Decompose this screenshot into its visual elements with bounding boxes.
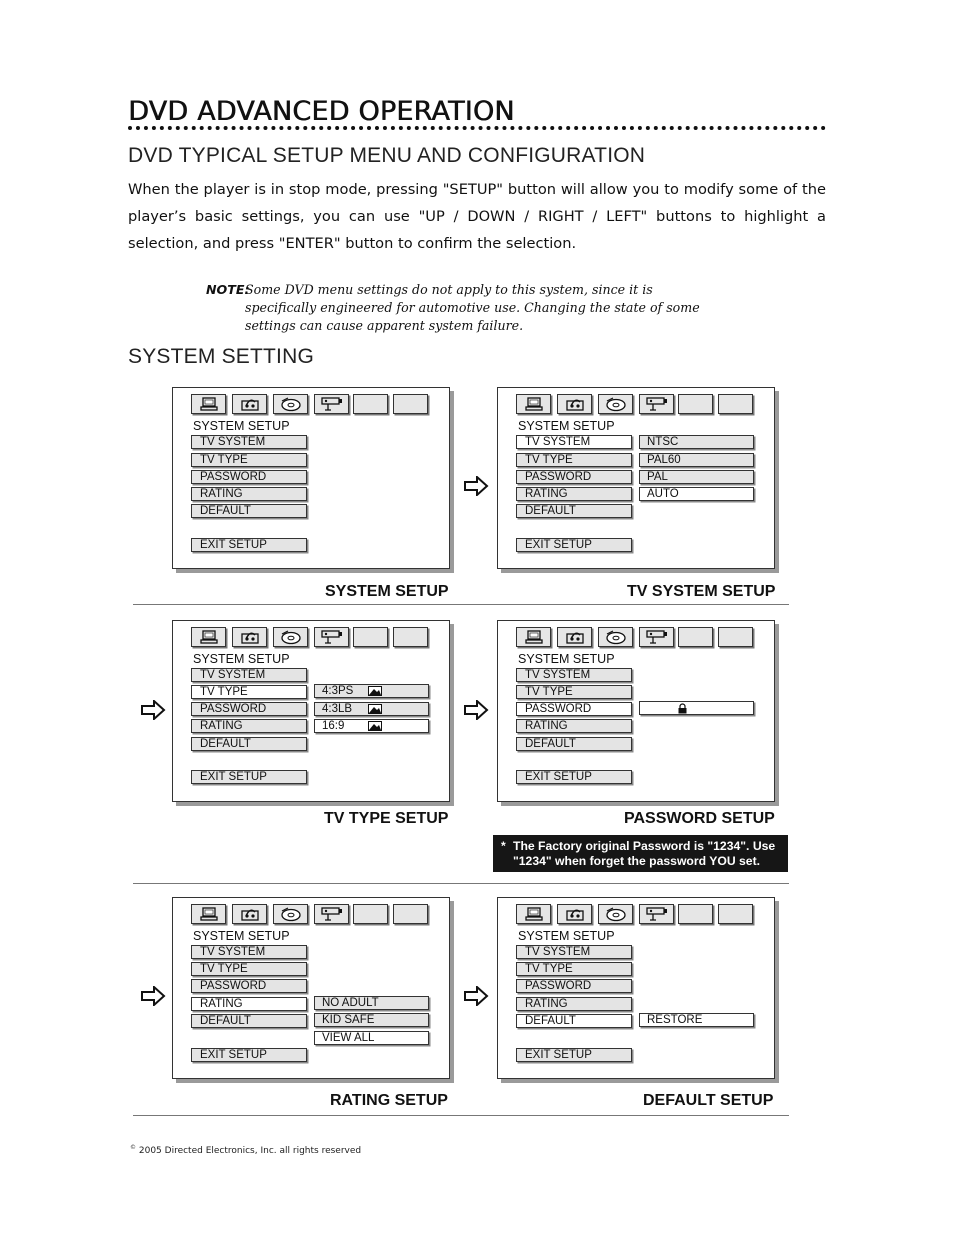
menu-item-tv-type[interactable]: TV TYPE: [516, 962, 632, 976]
monitor-icon: [522, 906, 546, 922]
caption-rating-setup: RATING SETUP: [330, 1092, 448, 1109]
menu-item-exit-setup[interactable]: EXIT SETUP: [191, 538, 307, 552]
menu-item-password[interactable]: PASSWORD: [516, 702, 632, 716]
menu-item-default[interactable]: DEFAULT: [191, 737, 307, 751]
caption-password-setup: PASSWORD SETUP: [624, 810, 775, 827]
menu-tab-blank[interactable]: [353, 394, 388, 414]
divider: [133, 1115, 789, 1116]
video-icon: [320, 396, 344, 412]
disc-icon: [604, 629, 628, 645]
menu-tab-blank[interactable]: [678, 394, 713, 414]
menu-tab-video[interactable]: [314, 904, 349, 924]
menu-tab-audio[interactable]: [232, 394, 267, 414]
option-label: 4:3LB: [322, 703, 353, 715]
caption-default-setup: DEFAULT SETUP: [643, 1092, 774, 1109]
menu-tab-disc[interactable]: [273, 627, 308, 647]
panel-default-setup: [497, 897, 775, 1079]
intro-paragraph: When the player is in stop mode, pressing "SETUP" button will allow you to modify some of the player’s basic settings, you can use "UP / DOWN / RIGHT / LEFT" buttons to highlight a selection, and press "ENTER" button to confirm the selection.: [128, 181, 826, 252]
option-4-3lb[interactable]: [314, 702, 429, 716]
aspect-image-icon: [368, 721, 382, 731]
menu-item-tv-type[interactable]: TV TYPE: [191, 962, 307, 976]
option-no-adult[interactable]: NO ADULT: [314, 996, 429, 1010]
disc-icon: [279, 396, 303, 412]
dotted-divider: [128, 126, 826, 130]
aspect-image-icon: [368, 686, 382, 696]
page-title: DVD ADVANCED OPERATION: [128, 96, 515, 127]
menu-item-password[interactable]: PASSWORD: [191, 979, 307, 993]
menu-tab-monitor[interactable]: [191, 904, 226, 924]
password-note-text: The Factory original Password is "1234". Use "1234" when forget the password YOU set.: [513, 839, 776, 868]
panel-heading: SYSTEM SETUP: [518, 419, 615, 433]
menu-item-password[interactable]: PASSWORD: [191, 702, 307, 716]
menu-item-password[interactable]: PASSWORD: [191, 470, 307, 484]
video-icon: [645, 396, 669, 412]
audio-icon: [238, 396, 262, 412]
option-restore[interactable]: RESTORE: [639, 1013, 754, 1027]
arrow-right-icon: [140, 986, 166, 1006]
menu-tab-blank[interactable]: [718, 627, 753, 647]
menu-item-tv-system[interactable]: TV SYSTEM: [191, 668, 307, 682]
option-pal60[interactable]: PAL60: [639, 453, 754, 467]
menu-tab-blank[interactable]: [393, 394, 428, 414]
menu-item-rating[interactable]: RATING: [191, 997, 307, 1011]
menu-tab-video[interactable]: [639, 627, 674, 647]
menu-item-rating[interactable]: RATING: [191, 719, 307, 733]
menu-tab-blank[interactable]: [678, 627, 713, 647]
video-icon: [320, 629, 344, 645]
menu-tab-monitor[interactable]: [516, 904, 551, 924]
menu-item-exit-setup[interactable]: EXIT SETUP: [516, 1048, 632, 1062]
copyright-symbol: ©: [130, 1144, 136, 1151]
panel-password-setup: [497, 620, 775, 802]
option-label: 16:9: [322, 720, 345, 732]
note-block: [206, 281, 711, 335]
panel-heading: SYSTEM SETUP: [193, 652, 290, 666]
menu-tab-audio[interactable]: [557, 394, 592, 414]
monitor-icon: [197, 396, 221, 412]
panel-tv-type-setup: [172, 620, 450, 802]
option-view-all[interactable]: VIEW ALL: [314, 1031, 429, 1045]
lock-icon: [677, 703, 688, 714]
menu-tab-monitor[interactable]: [516, 627, 551, 647]
menu-tab-video[interactable]: [639, 394, 674, 414]
menu-tab-monitor[interactable]: [516, 394, 551, 414]
menu-item-exit-setup[interactable]: EXIT SETUP: [191, 770, 307, 784]
menu-item-tv-type[interactable]: TV TYPE: [191, 453, 307, 467]
caption-tv-type-setup: TV TYPE SETUP: [324, 810, 449, 827]
option-auto[interactable]: AUTO: [639, 487, 754, 501]
menu-item-rating[interactable]: RATING: [516, 719, 632, 733]
menu-item-password[interactable]: PASSWORD: [516, 470, 632, 484]
arrow-right-icon: [463, 700, 489, 720]
disc-icon: [604, 906, 628, 922]
option-4-3ps[interactable]: [314, 684, 429, 698]
audio-icon: [563, 396, 587, 412]
arrow-right-icon: [140, 700, 166, 720]
note-text: Some DVD menu settings do not apply to this system, since it is specifically engineered for automotive use. Changing the state of some settings can cause apparent system failure.: [245, 282, 700, 333]
section-title-system-setting: SYSTEM SETTING: [128, 345, 314, 368]
menu-tab-monitor[interactable]: [191, 627, 226, 647]
menu-tab-audio[interactable]: [557, 904, 592, 924]
menu-item-tv-system[interactable]: TV SYSTEM: [516, 945, 632, 959]
disc-icon: [279, 629, 303, 645]
audio-icon: [563, 906, 587, 922]
menu-item-exit-setup[interactable]: EXIT SETUP: [516, 538, 632, 552]
menu-item-password[interactable]: PASSWORD: [516, 979, 632, 993]
copyright-footer: [130, 1144, 361, 1156]
menu-tab-disc[interactable]: [273, 394, 308, 414]
menu-item-default[interactable]: DEFAULT: [516, 1014, 632, 1028]
divider: [133, 883, 789, 884]
caption-system-setup: SYSTEM SETUP: [325, 583, 449, 600]
menu-tab-blank[interactable]: [353, 627, 388, 647]
option-16-9[interactable]: [314, 719, 429, 733]
monitor-icon: [197, 906, 221, 922]
menu-item-tv-type[interactable]: TV TYPE: [516, 685, 632, 699]
disc-icon: [279, 906, 303, 922]
menu-tab-video[interactable]: [639, 904, 674, 924]
menu-item-default[interactable]: DEFAULT: [191, 1014, 307, 1028]
menu-item-tv-system[interactable]: TV SYSTEM: [516, 435, 632, 449]
audio-icon: [238, 906, 262, 922]
menu-tab-video[interactable]: [314, 627, 349, 647]
menu-item-rating[interactable]: RATING: [516, 487, 632, 501]
menu-tab-blank[interactable]: [393, 627, 428, 647]
menu-item-exit-setup[interactable]: EXIT SETUP: [191, 1048, 307, 1062]
password-note: [493, 835, 788, 872]
copyright-text: 2005 Directed Electronics, Inc. all rights reserved: [138, 1146, 362, 1156]
divider: [133, 604, 789, 605]
arrow-right-icon: [463, 986, 489, 1006]
menu-tab-blank[interactable]: [678, 904, 713, 924]
menu-tab-blank[interactable]: [393, 904, 428, 924]
monitor-icon: [522, 629, 546, 645]
menu-tab-monitor[interactable]: [191, 394, 226, 414]
video-icon: [645, 906, 669, 922]
menu-item-tv-type[interactable]: TV TYPE: [191, 685, 307, 699]
menu-item-tv-type[interactable]: TV TYPE: [516, 453, 632, 467]
audio-icon: [563, 629, 587, 645]
menu-item-tv-system[interactable]: TV SYSTEM: [191, 945, 307, 959]
menu-item-rating[interactable]: RATING: [516, 997, 632, 1011]
menu-tab-disc[interactable]: [598, 627, 633, 647]
caption-tv-system-setup: TV SYSTEM SETUP: [627, 583, 776, 600]
video-icon: [645, 629, 669, 645]
panel-tv-system-setup: [497, 387, 775, 569]
menu-tab-disc[interactable]: [273, 904, 308, 924]
password-input[interactable]: [639, 701, 754, 715]
panel-heading: SYSTEM SETUP: [193, 929, 290, 943]
video-icon: [320, 906, 344, 922]
audio-icon: [238, 629, 262, 645]
panel-rating-setup: [172, 897, 450, 1079]
menu-tab-blank[interactable]: [718, 394, 753, 414]
menu-item-tv-system[interactable]: TV SYSTEM: [191, 435, 307, 449]
note-asterisk: *: [501, 839, 506, 853]
menu-tab-blank[interactable]: [718, 904, 753, 924]
menu-tab-disc[interactable]: [598, 394, 633, 414]
panel-heading: SYSTEM SETUP: [518, 652, 615, 666]
menu-item-tv-system[interactable]: TV SYSTEM: [516, 668, 632, 682]
menu-item-default[interactable]: DEFAULT: [516, 737, 632, 751]
menu-tab-audio[interactable]: [232, 627, 267, 647]
panel-system-setup: [172, 387, 450, 569]
section-title-setup-menu: DVD TYPICAL SETUP MENU AND CONFIGURATION: [128, 144, 646, 167]
menu-item-default[interactable]: DEFAULT: [516, 504, 632, 518]
monitor-icon: [197, 629, 221, 645]
note-label: NOTE:: [206, 282, 250, 297]
option-ntsc[interactable]: NTSC: [639, 435, 754, 449]
menu-item-default[interactable]: DEFAULT: [191, 504, 307, 518]
menu-tab-audio[interactable]: [232, 904, 267, 924]
menu-tab-disc[interactable]: [598, 904, 633, 924]
arrow-right-icon: [463, 476, 489, 496]
menu-tab-audio[interactable]: [557, 627, 592, 647]
menu-item-exit-setup[interactable]: EXIT SETUP: [516, 770, 632, 784]
menu-item-rating[interactable]: RATING: [191, 487, 307, 501]
menu-tab-blank[interactable]: [353, 904, 388, 924]
panel-heading: SYSTEM SETUP: [193, 419, 290, 433]
panel-heading: SYSTEM SETUP: [518, 929, 615, 943]
monitor-icon: [522, 396, 546, 412]
disc-icon: [604, 396, 628, 412]
menu-tab-video[interactable]: [314, 394, 349, 414]
option-label: 4:3PS: [322, 685, 354, 697]
aspect-image-icon: [368, 704, 382, 714]
option-pal[interactable]: PAL: [639, 470, 754, 484]
option-kid-safe[interactable]: KID SAFE: [314, 1013, 429, 1027]
